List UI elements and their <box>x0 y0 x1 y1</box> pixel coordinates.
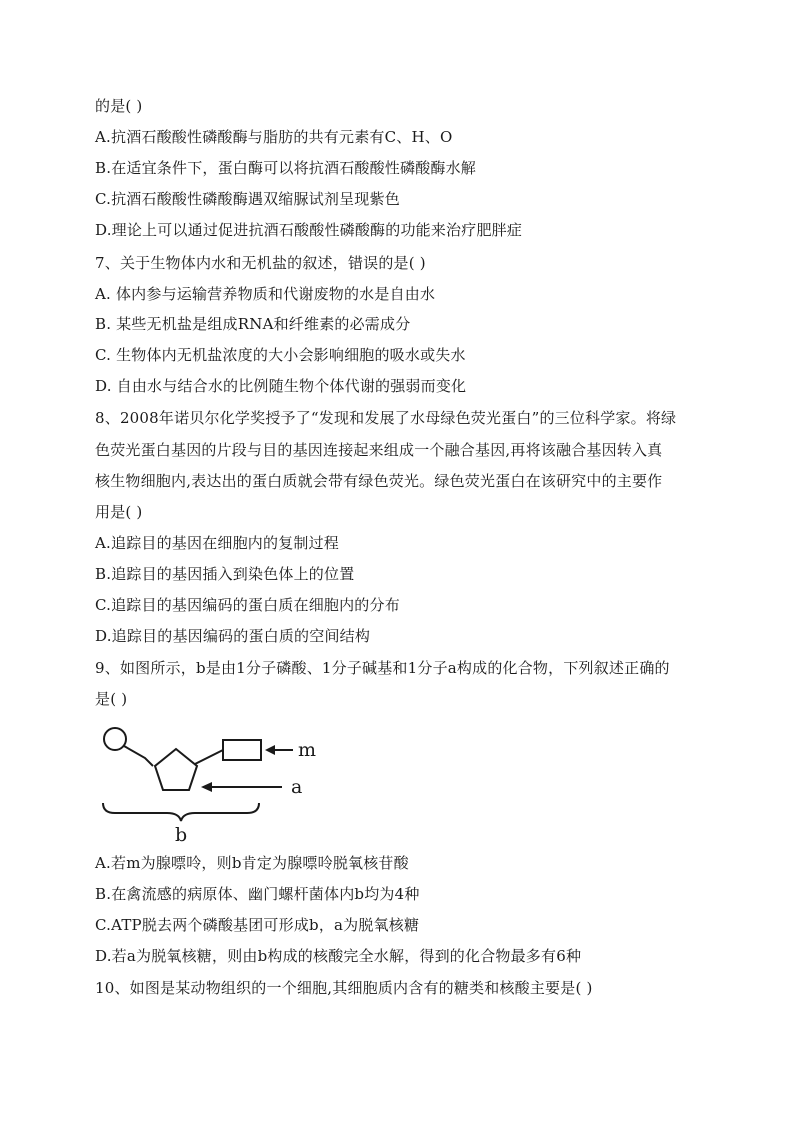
q6-option-c: C.抗酒石酸酸性磷酸酶遇双缩脲试剂呈现紫色 <box>95 190 400 208</box>
nucleotide-diagram-svg <box>95 720 335 845</box>
q9-stem-line-1: 9、如图所示，b是由1分子磷酸、1分子碱基和1分子a构成的化合物，下列叙述正确的 <box>95 659 670 677</box>
base-rectangle <box>223 740 261 760</box>
q7-stem: 7、关于生物体内水和无机盐的叙述，错误的是( ) <box>95 254 426 272</box>
q8-stem-line-2: 色荧光蛋白基因的片段与目的基因连接起来组成一个融合基因,再将该融合基因转入真 <box>95 441 663 459</box>
q9-option-c: C.ATP脱去两个磷酸基团可形成b，a为脱氧核糖 <box>95 916 420 934</box>
label-m: m <box>298 739 317 761</box>
q6-option-a: A.抗酒石酸酸性磷酸酶与脂肪的共有元素有C、H、O <box>95 128 453 146</box>
q6-option-d: D.理论上可以通过促进抗酒石酸酸性磷酸酶的功能来治疗肥胖症 <box>95 221 523 239</box>
label-a: a <box>291 776 303 798</box>
q8-stem-line-1: 8、2008年诺贝尔化学奖授予了“发现和发展了水母绿色荧光蛋白”的三位科学家。将绿 <box>95 409 677 427</box>
q8-option-d: D.追踪目的基因编码的蛋白质的空间结构 <box>95 627 371 645</box>
q7-option-c: C. 生物体内无机盐浓度的大小会影响细胞的吸水或失水 <box>95 346 466 364</box>
phosphate-circle <box>104 728 126 750</box>
q7-option-d: D. 自由水与结合水的比例随生物个体代谢的强弱而变化 <box>95 377 467 395</box>
q9-stem-line-2: 是( ) <box>95 690 128 708</box>
q8-stem-line-4: 用是( ) <box>95 503 143 521</box>
brace-b <box>103 803 259 821</box>
q8-option-a: A.追踪目的基因在细胞内的复制过程 <box>95 534 340 552</box>
q6-option-b: B.在适宜条件下，蛋白酶可以将抗酒石酸酸性磷酸酶水解 <box>95 159 476 177</box>
q8-option-b: B.追踪目的基因插入到染色体上的位置 <box>95 565 355 583</box>
pentose-sugar <box>155 749 197 790</box>
q6-stem-end: 的是( ) <box>95 97 143 115</box>
q9-option-d: D.若a为脱氧核糖，则由b构成的核酸完全水解，得到的化合物最多有6种 <box>95 947 582 965</box>
q10-stem: 10、如图是某动物组织的一个细胞,其细胞质内含有的糖类和核酸主要是( ) <box>95 979 593 997</box>
q7-option-b: B. 某些无机盐是组成RNA和纤维素的必需成分 <box>95 315 411 333</box>
q9-option-a: A.若m为腺嘌呤，则b肯定为腺嘌呤脱氧核苷酸 <box>95 854 409 872</box>
q9-option-b: B.在禽流感的病原体、幽门螺杆菌体内b均为4种 <box>95 885 420 903</box>
nucleotide-diagram <box>95 720 335 845</box>
q8-option-c: C.追踪目的基因编码的蛋白质在细胞内的分布 <box>95 596 400 614</box>
label-b: b <box>175 824 188 845</box>
sugar-base-bond <box>195 750 223 764</box>
q7-option-a: A. 体内参与运输营养物质和代谢废物的水是自由水 <box>95 285 436 303</box>
phosphate-sugar-bond <box>124 746 153 766</box>
arrow-m-head <box>265 745 275 755</box>
q8-stem-line-3: 核生物细胞内,表达出的蛋白质就会带有绿色荧光。绿色荧光蛋白在该研究中的主要作 <box>95 472 663 490</box>
arrow-a-head <box>201 782 212 792</box>
